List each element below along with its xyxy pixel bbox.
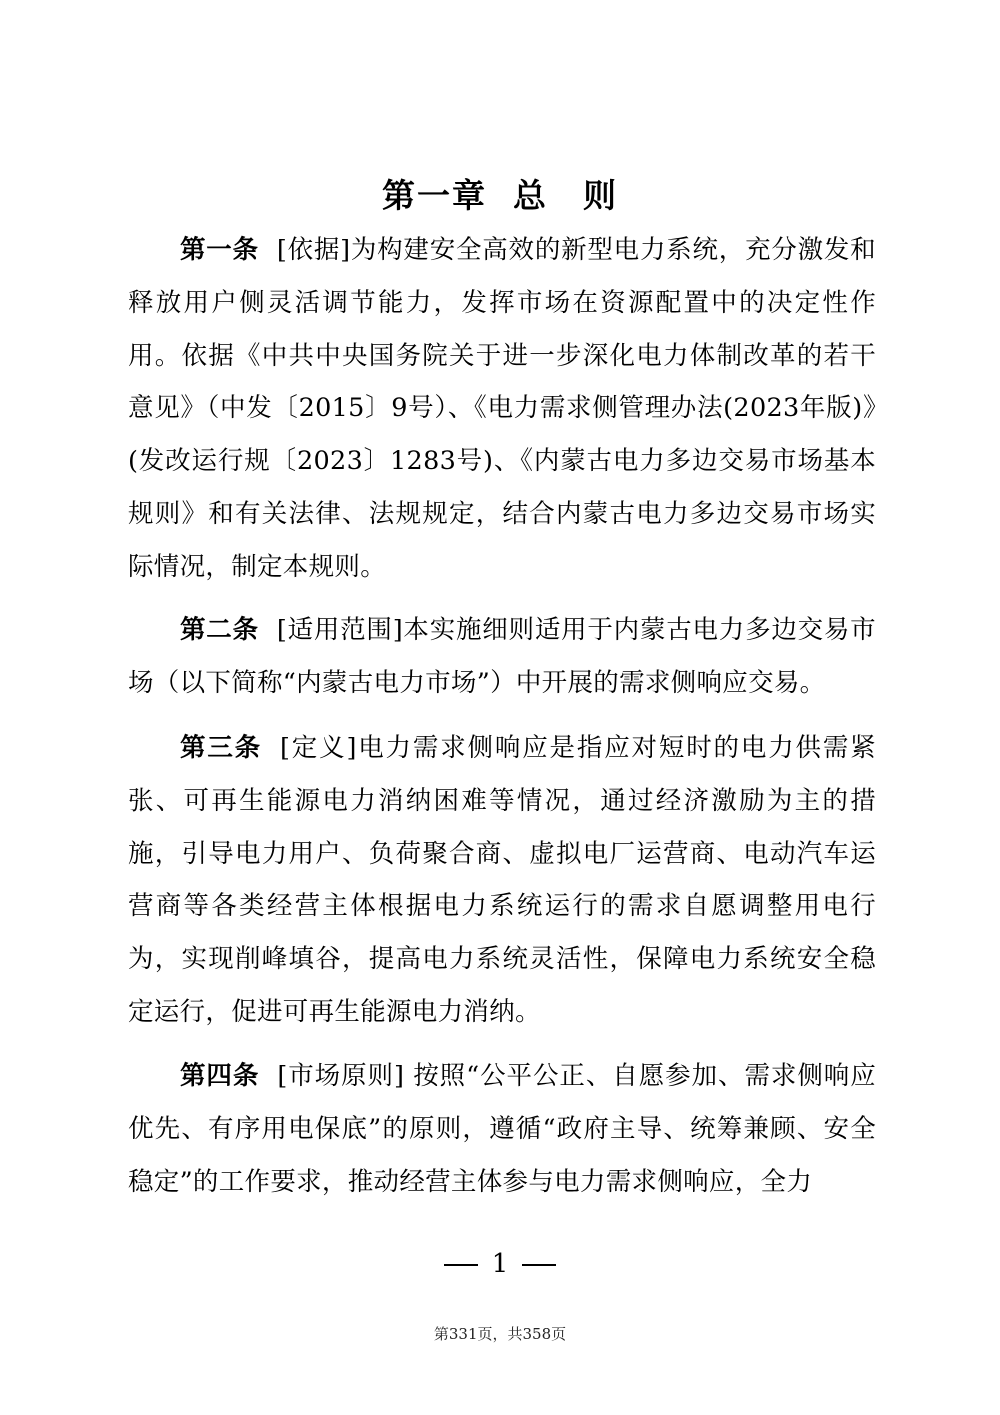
article-paragraph xyxy=(128,224,876,594)
article-text: [定义]电力需求侧响应是指应对短时的电力供需紧张、可再生能源电力消纳困难等情况，通过经济激励为主的措施，引导电力用户、负荷聚合商、虚拟电厂运营商、电动汽车运营商等各类经营主体根据电力系统运行的需求自愿调整用电行为，实现削峰填谷，提高电力系统灵活性，保障电力系统安全稳定运行，促进可再生能源电力消纳。 xyxy=(128,733,876,1027)
chapter-number: 第一章 xyxy=(382,176,487,215)
article-label: 第一条 xyxy=(180,235,259,265)
article-paragraph xyxy=(128,722,876,1039)
chapter-name: 总 则 xyxy=(513,176,618,215)
page-number-value: 1 xyxy=(491,1249,509,1279)
article-text: [适用范围]本实施细则适用于内蒙古电力多边交易市场（以下简称“内蒙古电力市场”）中开展的需求侧响应交易。 xyxy=(128,615,876,698)
page-number xyxy=(0,1244,1000,1284)
article-label: 第三条 xyxy=(180,733,262,763)
page-number-dash-left xyxy=(444,1264,478,1266)
page-number-dash-right xyxy=(522,1264,556,1266)
article-paragraph xyxy=(128,1050,876,1208)
chapter-title xyxy=(0,170,1000,222)
article-text: [依据]为构建安全高效的新型电力系统，充分激发和释放用户侧灵活调节能力，发挥市场在资源配置中的决定性作用。依据《中共中央国务院关于进一步深化电力体制改革的若干意见》（中发〔2015〕9号）、《电力需求侧管理办法(2023年版)》(发改运行规〔2023〕1283号)、《内蒙古电力多边交易市场基本规则》和有关法律、法规规定，结合内蒙古电力多边交易市场实际情况，制定本规则。 xyxy=(128,235,876,582)
article-text: [市场原则] 按照“公平公正、自愿参加、需求侧响应优先、有序用电保底”的原则，遵循“政府主导、统筹兼顾、安全稳定”的工作要求，推动经营主体参与电力需求侧响应，全力 xyxy=(128,1061,876,1197)
article-label: 第二条 xyxy=(180,615,259,645)
footer-pagination: 第331页，共358页 xyxy=(433,1325,567,1343)
article-label: 第四条 xyxy=(180,1061,260,1091)
article-paragraph xyxy=(128,604,876,710)
